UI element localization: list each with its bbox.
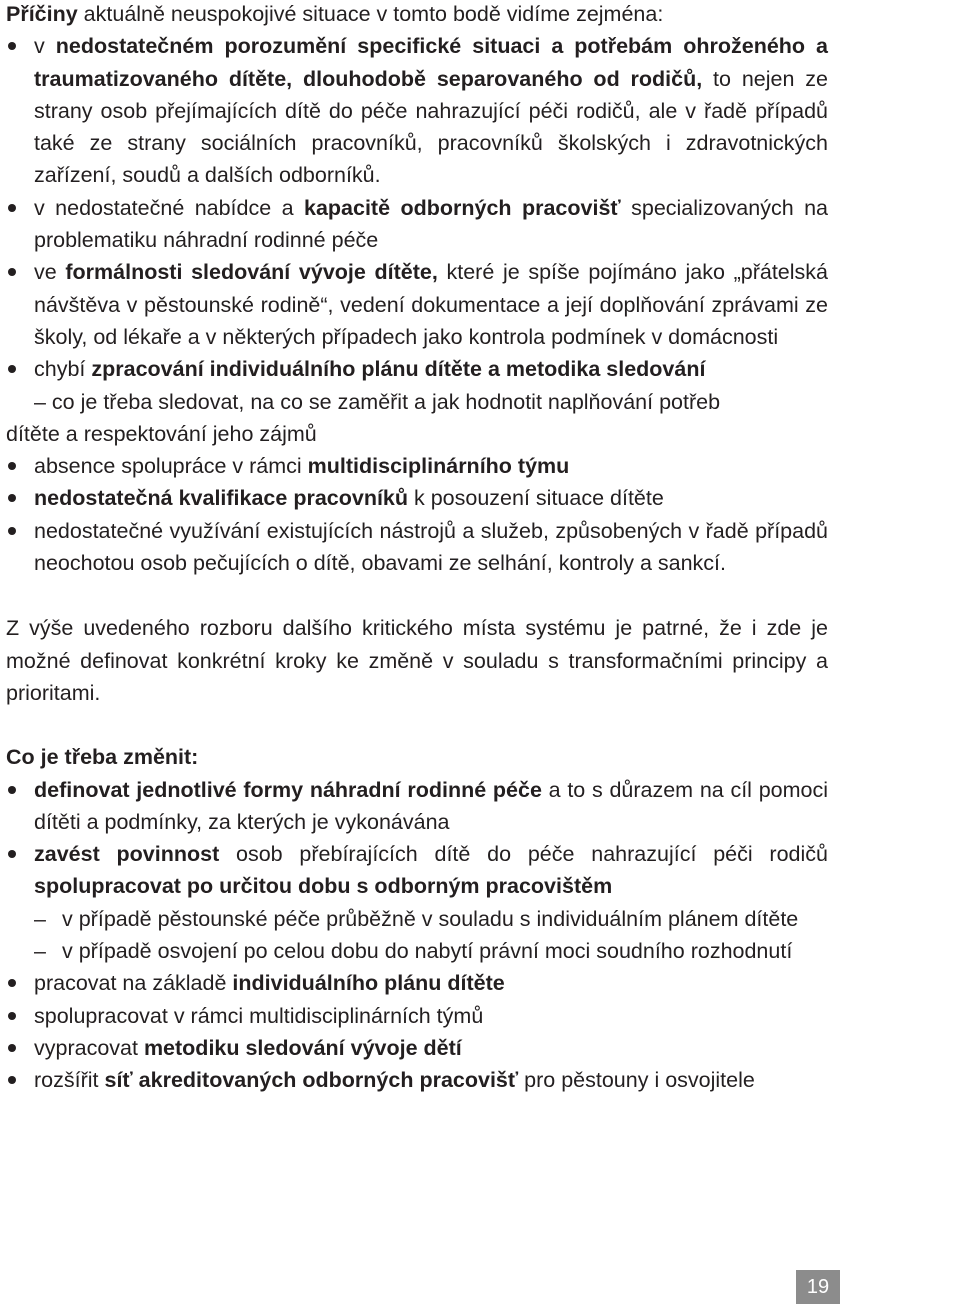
item-bold: kapacitě odborných pracovišť <box>304 195 621 220</box>
intro-heading: Příčiny <box>6 2 78 26</box>
changes-list <box>6 774 828 903</box>
list-item <box>6 482 828 514</box>
item-text: to nejen ze strany osob přejímajících dítě do péče nahrazující péči rodičů, ale v řadě případů také ze strany sociálních pracovníků, pracovníků školských i zdravotnických zařízení, soudů a dalších odborníků. <box>34 66 828 188</box>
list-item <box>6 1064 828 1096</box>
sub-item: – v případě pěstounské péče průběžně v souladu s individuálním plánem dítěte <box>6 903 828 935</box>
item-text: a to s důrazem na cíl pomoci dítěti a podmínky, za kterých je vykonávána <box>34 777 828 834</box>
list-item <box>6 774 828 839</box>
list-item <box>6 192 828 257</box>
item-text: nedostatečné využívání existujících nástrojů a služeb, způsobených v řadě případů neochotou osob pečujících o dítě, obavami ze selhání, kontroly a sankcí. <box>34 518 828 576</box>
list-item <box>6 450 828 482</box>
sub-item: – v případě osvojení po celou dobu do nabytí právní moci soudního rozhodnutí <box>6 935 828 967</box>
item-bold: individuálního plánu dítěte <box>232 971 505 996</box>
list-item <box>6 1032 828 1064</box>
item-bold: spolupracovat po určitou dobu s odborným pracovištěm <box>34 874 613 899</box>
conclusion-paragraph: Z výše uvedeného rozboru dalšího kritického místa systému je patrné, že i zde je možné definovat konkrétní kroky ke změně v souladu s transformačními principy a prioritami. <box>6 616 828 705</box>
intro-paragraph <box>6 0 828 30</box>
item-text: k posouzení situace dítěte <box>408 486 664 511</box>
item-text: specializovaných na problematiku náhradní rodinné péče <box>34 195 828 253</box>
item-bold: zavést povinnost <box>34 842 220 867</box>
item-text: pracovat na základě <box>34 971 233 996</box>
dash-note: – co je třeba sledovat, na co se zaměřit a jak hodnotit naplňování potřeb <box>34 389 721 414</box>
item-text: osob přebírajících dítě do péče nahrazující péči rodičů <box>219 842 828 867</box>
dash-note-continuation: dítěte a respektování jeho zájmů <box>6 421 317 446</box>
item-text: rozšířit <box>34 1068 105 1093</box>
changes-list-continued <box>6 967 828 1096</box>
item-text: ve <box>34 260 66 285</box>
changes-heading-text: Co je třeba změnit: <box>6 745 199 770</box>
item-bold: metodiku sledování vývoje dětí <box>143 1035 462 1060</box>
item-text: v <box>34 34 56 59</box>
list-item <box>6 515 828 580</box>
item-text: spolupracovat v rámci multidisciplinárních týmů <box>34 1003 484 1028</box>
item-text: pro pěstouny i osvojitele <box>518 1068 755 1093</box>
item-bold: nedostatečném porozumění specifické situaci a potřebám ohroženého a traumatizovaného dítěte, dlouhodobě separovaného od rodičů, <box>34 34 828 91</box>
item-text: které je spíše pojímáno jako „přátelská návštěva v pěstounské rodině“, vedení dokumentace a její doplňování zprávami ze školy, od lékaře a v některých případech jako kontrola podmínek v domácnosti <box>34 260 828 349</box>
document-body <box>6 0 828 1097</box>
item-bold: multidisciplinárního týmu <box>307 454 570 479</box>
item-text: vypracovat <box>34 1035 144 1060</box>
item-bold: definovat jednotlivé formy náhradní rodinné péče <box>34 777 542 802</box>
item-bold: nedostatečná kvalifikace pracovníků <box>34 486 409 511</box>
item-text: absence spolupráce v rámci <box>34 454 308 479</box>
causes-list <box>6 30 828 385</box>
intro-text: aktuálně neuspokojivé situace v tomto bodě vidíme zejména: <box>77 2 664 26</box>
item-text: v nedostatečné nabídce a <box>34 195 304 220</box>
list-item <box>6 1000 828 1032</box>
page-number: 19 <box>796 1270 840 1304</box>
item-bold: zpracování individuálního plánu dítěte a metodika sledování <box>91 357 706 382</box>
list-item <box>6 967 828 999</box>
item-bold: formálnosti sledování vývoje dítěte, <box>65 260 438 285</box>
list-item <box>6 256 828 353</box>
causes-list-continued <box>6 450 828 579</box>
list-item <box>6 353 828 385</box>
item-bold: síť akreditovaných odborných pracovišť <box>104 1068 519 1093</box>
changes-heading <box>6 741 828 773</box>
list-item <box>6 838 828 903</box>
list-item <box>6 30 828 191</box>
item-text: chybí <box>34 357 92 382</box>
